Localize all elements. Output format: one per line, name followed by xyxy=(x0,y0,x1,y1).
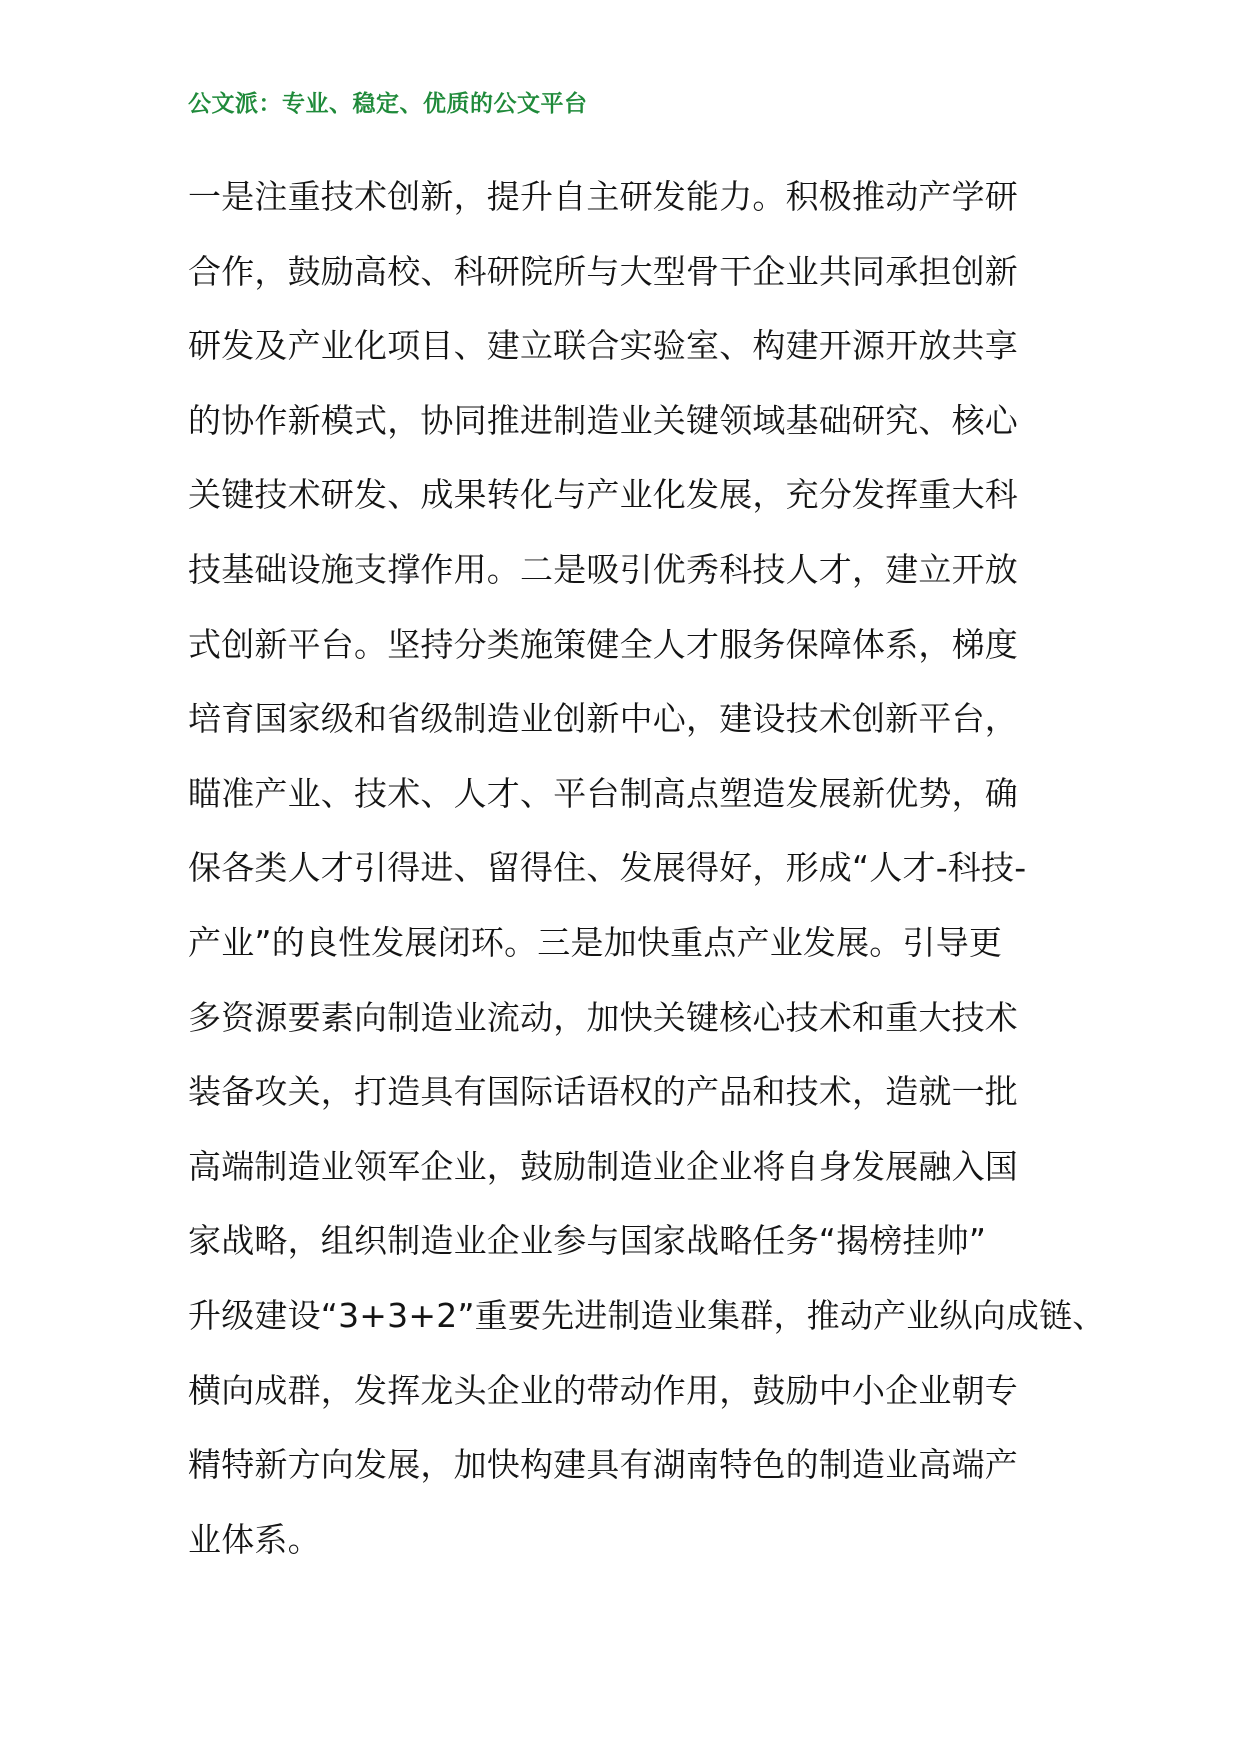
text-line: 多资源要素向制造业流动，加快关键核心技术和重大技术 xyxy=(188,997,1018,1037)
text-line: 家战略，组织制造业企业参与国家战略任务“揭榜挂帅” xyxy=(188,1221,987,1261)
text-line: 瞄准产业、技术、人才、平台制高点塑造发展新优势，确 xyxy=(188,773,1018,813)
text-line: 横向成群，发挥龙头企业的带动作用，鼓励中小企业朝专 xyxy=(188,1370,1018,1410)
text-line: 研发及产业化项目、建立联合实验室、构建开源开放共享 xyxy=(188,326,1018,366)
text-line: 业体系。 xyxy=(188,1519,321,1559)
text-line: 装备攻关，打造具有国际话语权的产品和技术，造就一批 xyxy=(188,1072,1018,1112)
text-line: 培育国家级和省级制造业创新中心，建设技术创新平台， xyxy=(188,699,1018,739)
text-line: 技基础设施支撑作用。二是吸引优秀科技人才，建立开放 xyxy=(188,549,1018,589)
text-line: 精特新方向发展，加快构建具有湖南特色的制造业高端产 xyxy=(188,1445,1018,1485)
text-line: 的协作新模式，协同推进制造业关键领域基础研究、核心 xyxy=(188,400,1018,440)
text-line: 关键技术研发、成果转化与产业化发展，充分发挥重大科 xyxy=(188,475,1018,515)
text-line: 式创新平台。坚持分类施策健全人才服务保障体系，梯度 xyxy=(188,624,1018,664)
text-line: 高端制造业领军企业，鼓励制造业企业将自身发展融入国 xyxy=(188,1146,1018,1186)
text-line: 合作，鼓励高校、科研院所与大型骨干企业共同承担创新 xyxy=(188,251,1018,291)
page-header: 公文派：专业、稳定、优质的公文平台 xyxy=(188,91,588,117)
text-line: 保各类人才引得进、留得住、发展得好，形成“人才-科技- xyxy=(188,848,1027,888)
document-body xyxy=(188,172,1106,1589)
text-line: 升级建设“3+3+2”重要先进制造业集群，推动产业纵向成链、 xyxy=(188,1295,1106,1335)
text-line: 一是注重技术创新，提升自主研发能力。积极推动产学研 xyxy=(188,177,1018,216)
text-line: 产业”的良性发展闭环。三是加快重点产业发展。引导更 xyxy=(188,922,1003,962)
